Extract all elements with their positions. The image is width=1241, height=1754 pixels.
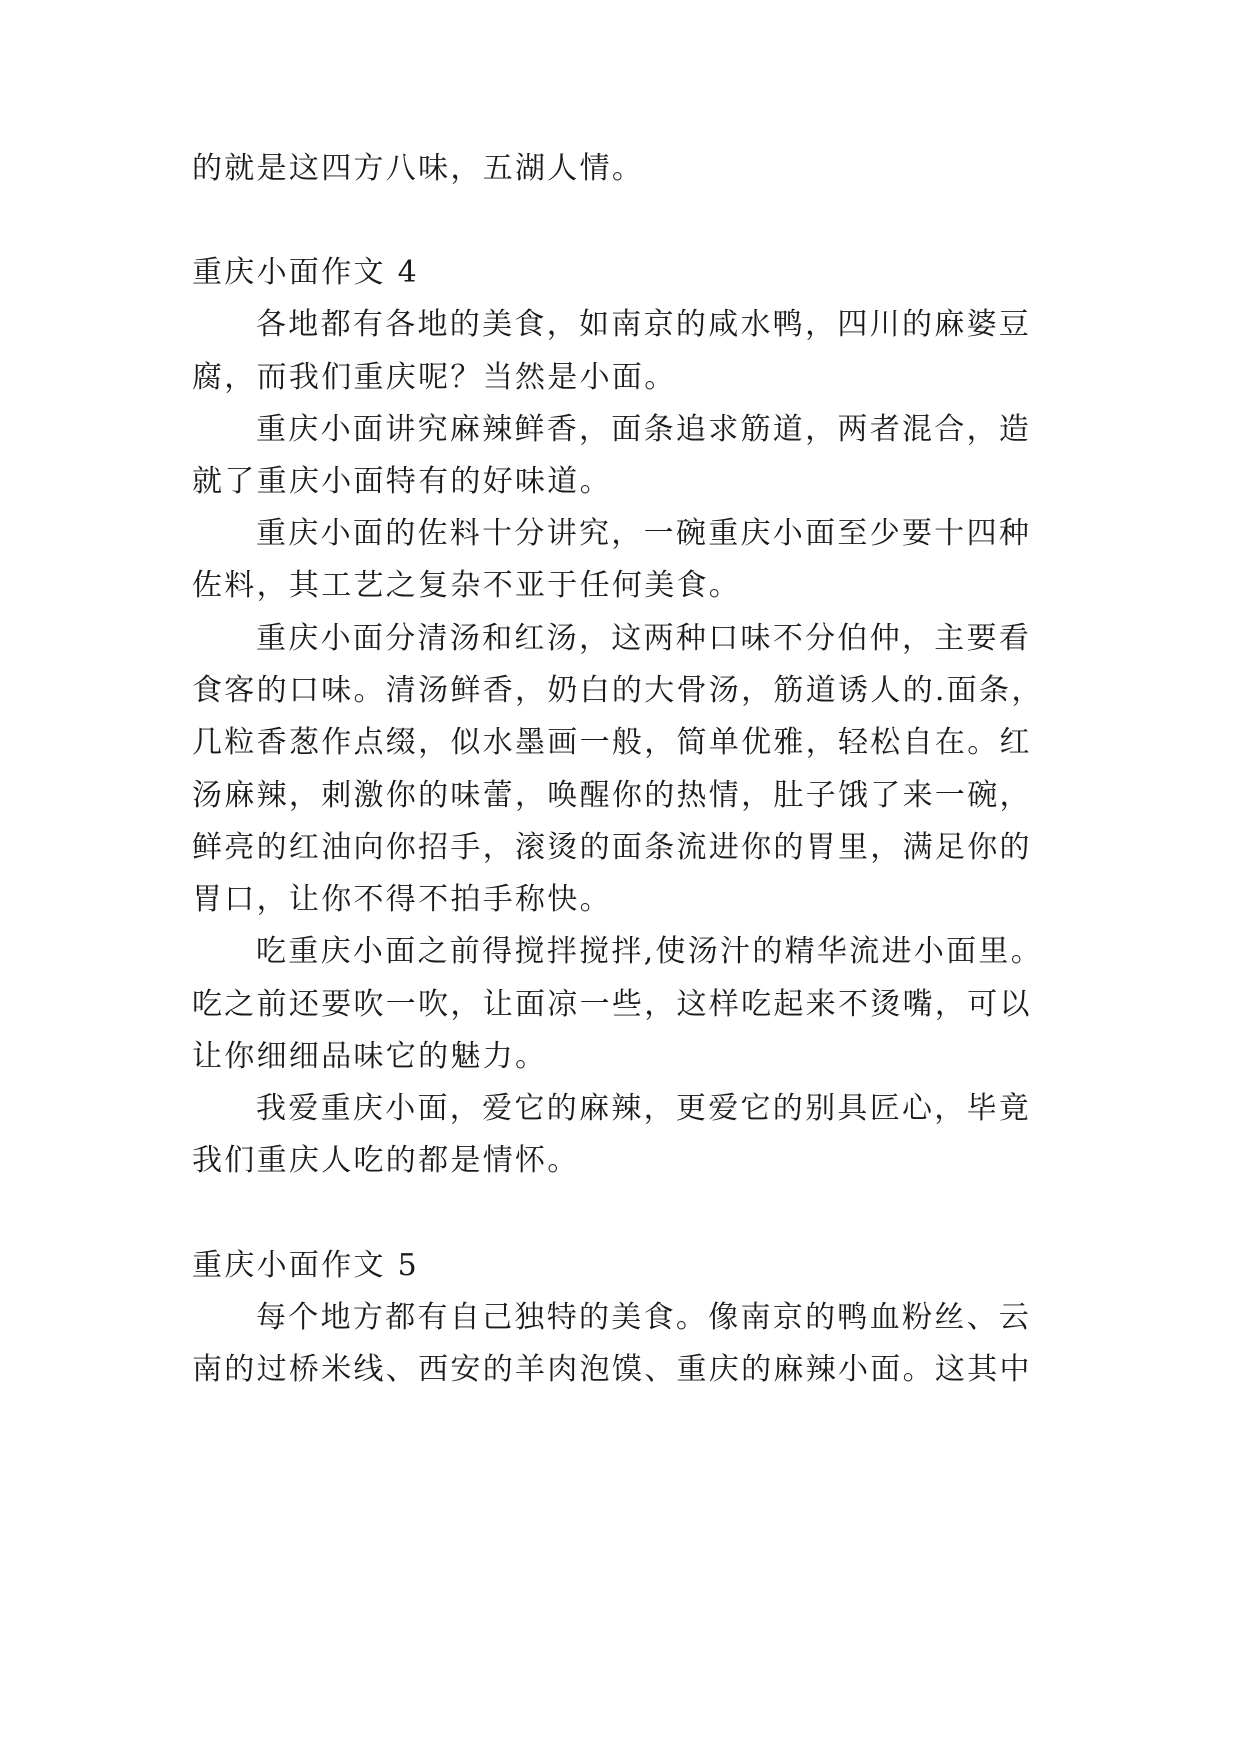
text-line: 就了重庆小面特有的好味道。: [192, 464, 612, 499]
text-line: 汤麻辣，刺激你的味蕾，唤醒你的热情，肚子饿了来一碗，: [192, 778, 1032, 813]
text-line: 吃之前还要吹一吹，让面凉一些，这样吃起来不烫嘴，可以: [192, 987, 1032, 1022]
text-line: 每个地方都有自己独特的美食。像南京的鸭血粉丝、云: [256, 1300, 1032, 1335]
text-line: 鲜亮的红油向你招手，滚烫的面条流进你的胃里，满足你的: [192, 830, 1032, 865]
text-line: 让你细细品味它的魅力。: [192, 1039, 548, 1074]
text-line: 食客的口味。清汤鲜香，奶白的大骨汤，筋道诱人的.面条，: [192, 673, 1044, 708]
text-line: 我们重庆人吃的都是情怀。: [192, 1143, 580, 1178]
text-line: 各地都有各地的美食，如南京的咸水鸭，四川的麻婆豆: [256, 307, 1032, 342]
text-line: 佐料，其工艺之复杂不亚于任何美食。: [192, 568, 742, 603]
text-line: 我爱重庆小面，爱它的麻辣，更爱它的别具匠心，毕竟: [256, 1091, 1032, 1126]
text-line: 重庆小面的佐料十分讲究，一碗重庆小面至少要十四种: [256, 516, 1032, 551]
text-line: 重庆小面分清汤和红汤，这两种口味不分伯仲，主要看: [256, 621, 1032, 656]
text-line: 几粒香葱作点缀，似水墨画一般，简单优雅，轻松自在。红: [192, 725, 1032, 760]
text-line: 吃重庆小面之前得搅拌搅拌,使汤汁的精华流进小面里。: [256, 934, 1044, 969]
text-line: 胃口，让你不得不拍手称快。: [192, 882, 612, 917]
section-heading-5: 重庆小面作文 5: [192, 1248, 420, 1283]
text-line: 南的过桥米线、西安的羊肉泡馍、重庆的麻辣小面。这其中: [192, 1352, 1032, 1387]
section-heading-4: 重庆小面作文 4: [192, 255, 420, 290]
paragraph-fragment: 的就是这四方八味，五湖人情。: [192, 151, 645, 186]
text-line: 腐，而我们重庆呢？当然是小面。: [192, 360, 677, 395]
text-line: 重庆小面讲究麻辣鲜香，面条追求筋道，两者混合，造: [256, 412, 1032, 447]
